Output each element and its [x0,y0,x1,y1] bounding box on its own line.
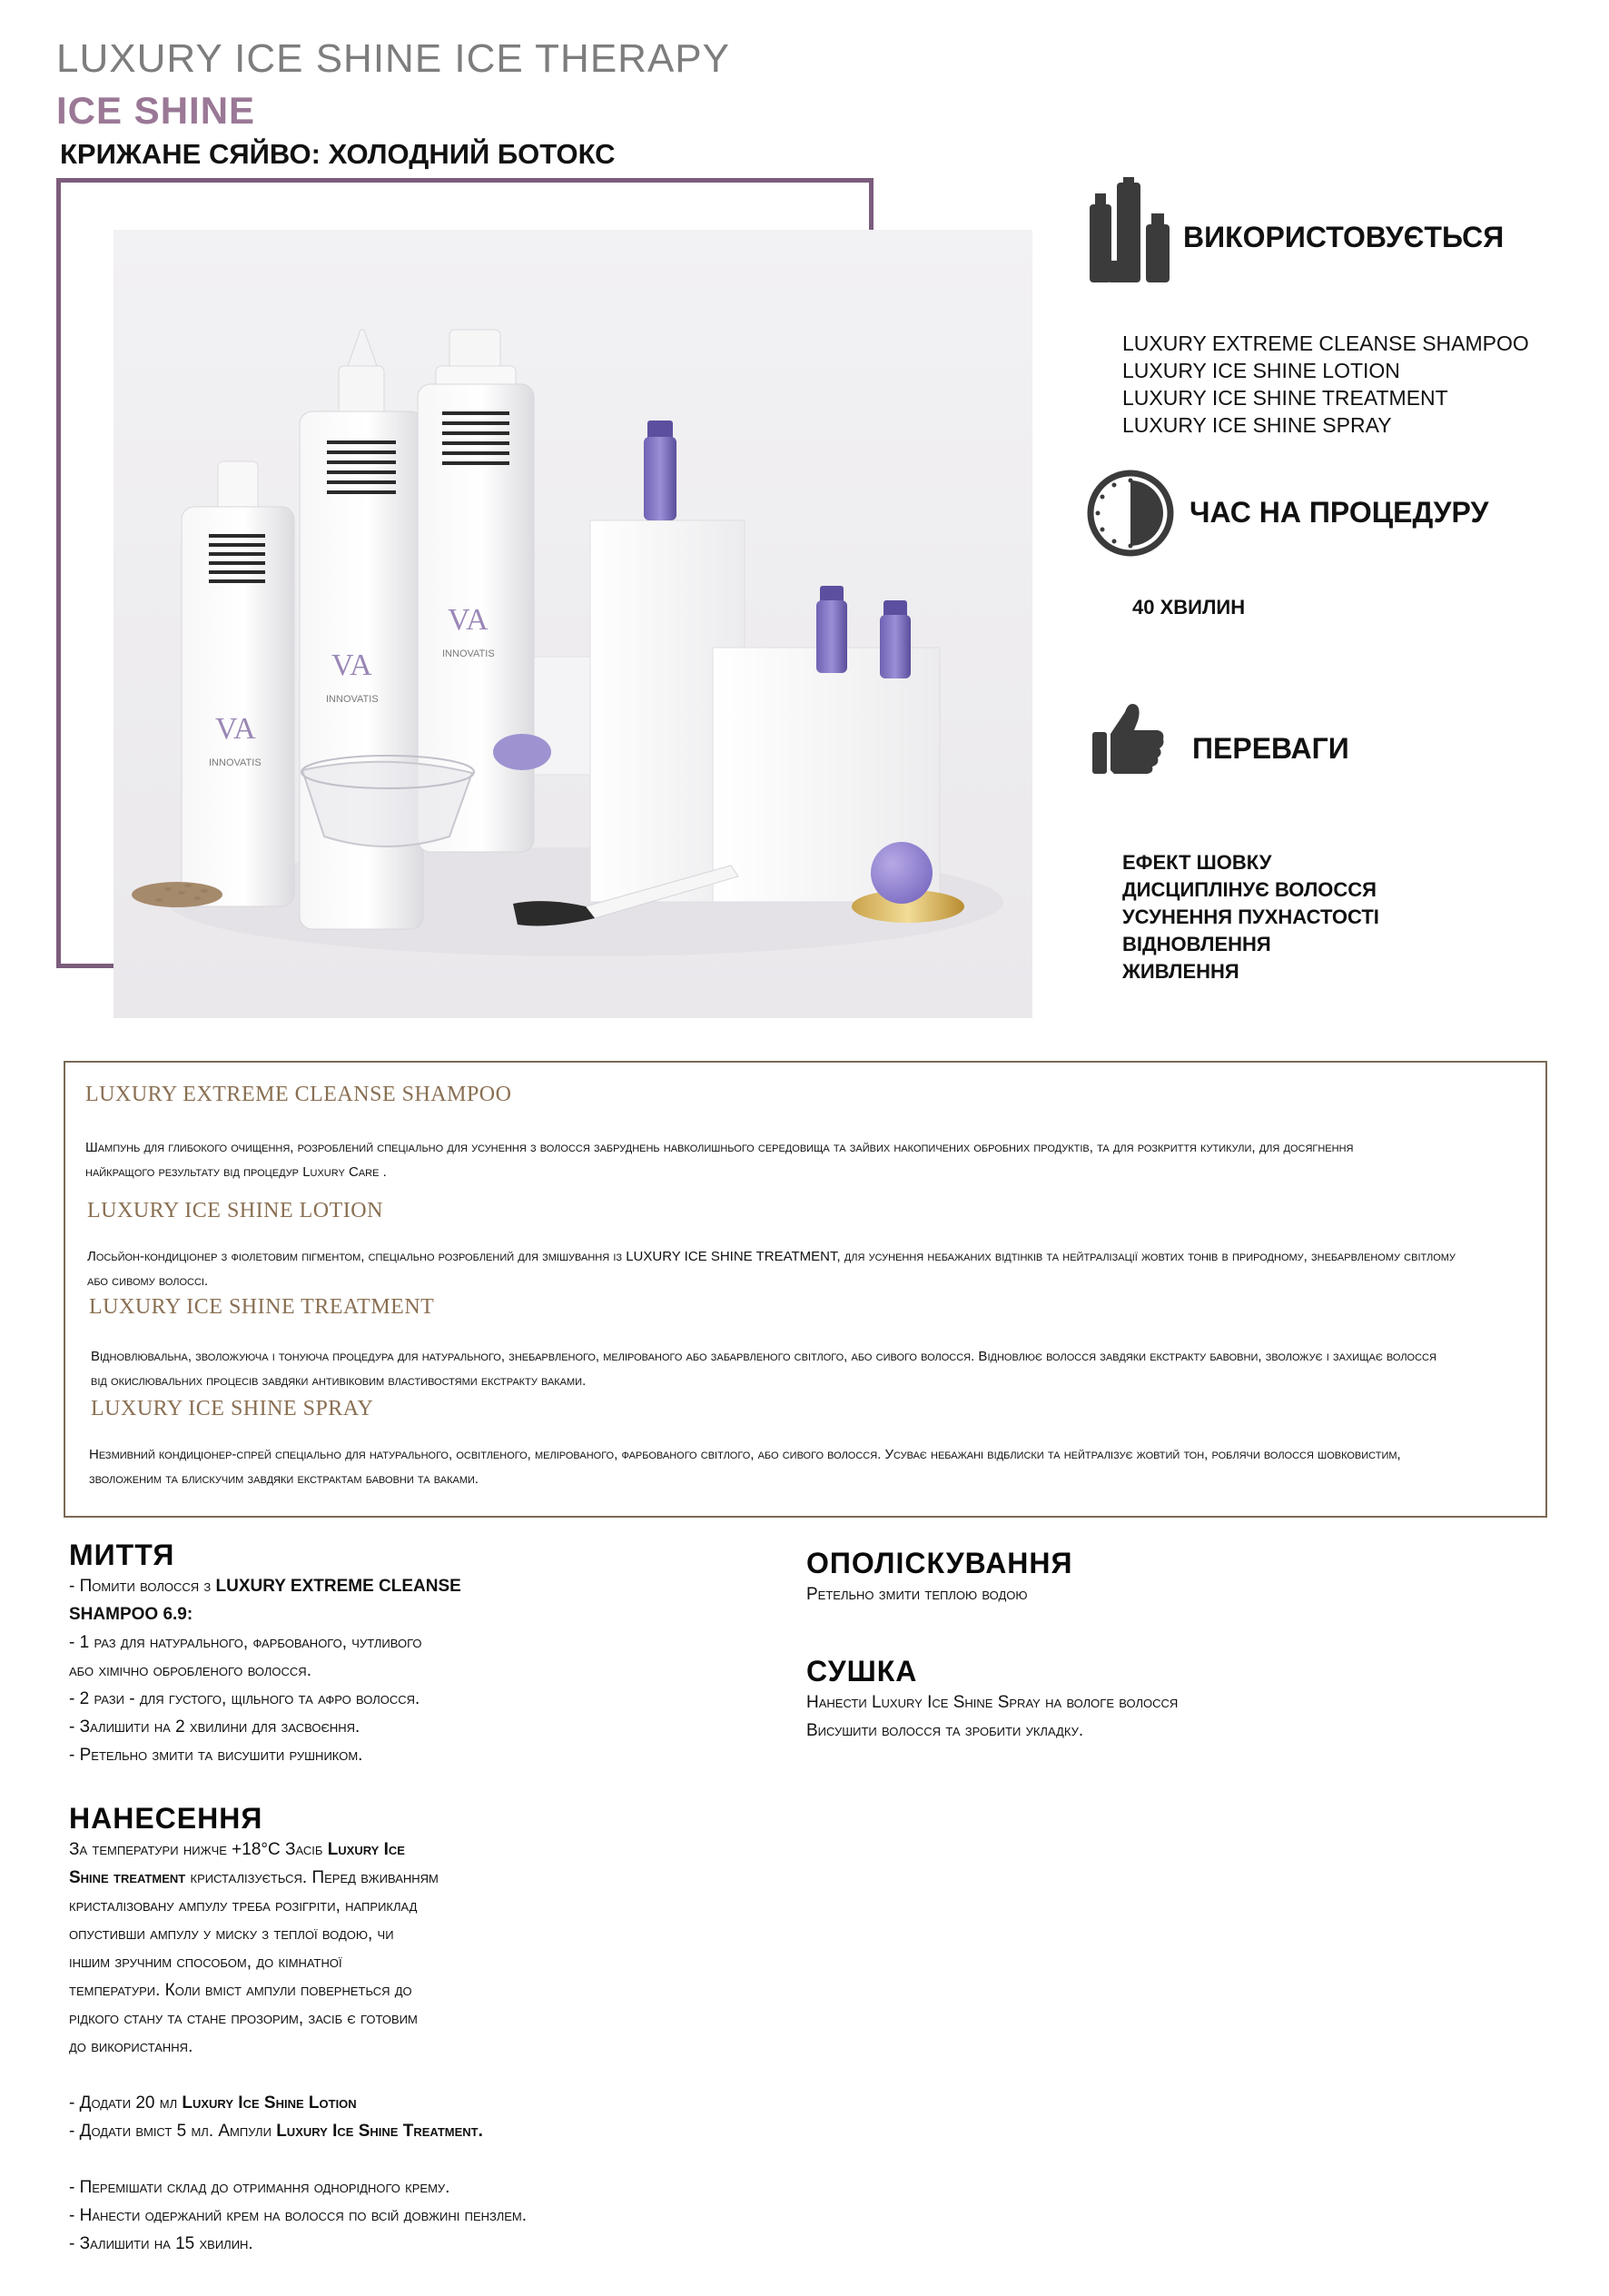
rinsing-heading: ОПОЛІСКУВАННЯ [806,1547,1073,1579]
stopwatch-icon [1085,468,1176,559]
list-item: LUXURY ICE SHINE LOTION [1122,359,1400,382]
used-products-list [1122,330,1529,439]
lotion-description-heading: LUXURY ICE SHINE LOTION [87,1199,383,1222]
page-title: LUXURY ICE SHINE ICE THERAPY [56,36,730,81]
list-item: ДИСЦИПЛІНУЄ ВОЛОССЯ [1122,878,1377,901]
svg-text:INNOVATIS: INNOVATIS [326,694,379,705]
list-item: ЕФЕКТ ШОВКУ [1122,851,1272,874]
procedure-time-heading: ЧАС НА ПРОЦЕДУРУ [1189,496,1489,529]
glass-bowl [302,762,472,846]
list-item: LUXURY ICE SHINE TREATMENT [1122,386,1448,410]
shampoo-bottle [182,507,294,906]
procedure-time-value: 40 ХВИЛИН [1132,596,1246,619]
product-photo [114,230,1032,1018]
application-instructions: За температури нижче +18°С Засіб Luxury Ice Shine treatment кристалізується. Перед вживанням кристалізовану ампулу треба розігріти, наприклад опустивши ампулу у миску з теплої водою, чи іншим зручним способом, до кімнатної температури. Коли вміст ампули повернеться до рідкого стану та стане прозорим, засіб є готовим до використання. - Додати 20 мл Luxury Ice Shine Lotion - Додати вміст 5 мл. Ампули Luxury Ice Shine Treatment. - Перемішати склад до отримання однорідного крему. - Нанести одержаний крем на волосся по всій довжині пензлем. - Залишити на 15 хвилин. [69,1840,528,2253]
product-photo-illustration [114,230,1032,1018]
brand-mark: VA [215,712,256,746]
bottles-icon [1090,177,1171,284]
product-line-title: ICE SHINE [56,89,256,132]
benefits-list [1122,849,1379,985]
washing-instructions: - Помити волосся з LUXURY EXTREME CLEANSE SHAMPOO 6.9: - 1 раз для натурального, фарбованого, чутливого або хімічно обробленого волосся. - 2 рази - для густого, щільного та афро волосся. - Залишити на 2 хвилини для засвоєння. - Ретельно змити та висушити рушником. [69,1577,461,1765]
svg-text:VA: VA [448,603,489,637]
treatment-ampoule [644,437,676,520]
lotion-description-text: Лосьйон-кондиціонер з фіолетовим пігментом, спеціально розроблений для змішування із LUXURY ICE SHINE TREATMENT, для усунення небажаних відтінків та нейтралізації жовтих тонів в природному, знебарвленому світлому або сивому волоссі. [87,1249,1456,1289]
drying-instructions: Нанести Luxury Ice Shine Spray на вологе волосся Висушити волосся та зробити укладку. [806,1693,1179,1740]
product-descriptions-box [64,1061,1547,1518]
spray-description-heading: LUXURY ICE SHINE SPRAY [91,1397,374,1420]
rinsing-instructions: Ретельно змити теплою водою [806,1585,1028,1604]
list-item: ВІДНОВЛЕННЯ [1122,933,1271,955]
list-item: LUXURY EXTREME CLEANSE SHAMPOO [1122,332,1529,355]
flax-seeds [132,882,222,907]
shampoo-description-text: Шампунь для глибокого очищення, розроблений спеціально для усунення з волосся забруднень навколишнього середовища та зайвих накопичених обробних продуктів, та для розкриття кутикули, для досягнення найкращого результату від процедур Luxury Care . [85,1140,1354,1180]
svg-text:VA: VA [331,648,372,682]
application-heading: НАНЕСЕННЯ [69,1802,263,1835]
procedure-title: КРИЖАНЕ СЯЙВО: ХОЛОДНИЙ БОТОКС [60,138,616,170]
washing-heading: МИТТЯ [69,1539,175,1571]
lavender-ball [871,842,933,904]
used-products-heading: ВИКОРИСТОВУЄТЬСЯ [1183,221,1505,253]
treatment-description-text: Відновлювальна, зволожуюча і тонуюча процедура для натурального, знебарвленого, мелірованого або забарвленого світлого, або сивого волосся. Відновлює волосся завдяки екстракту бавовни, зволожує і захищає волосся від окислювальних процесів завдяки антивіковим властивостями екстракту ваками. [91,1349,1436,1389]
treatment-description-heading: LUXURY ICE SHINE TREATMENT [89,1295,435,1319]
list-item: LUXURY ICE SHINE SPRAY [1122,413,1392,437]
spray-description-text: Незмивний кондиціонер-спрей спеціально для натурального, освітленого, мелірованого, фарбованого світлого, або сивого волосся. Усуває небажані відблиски та нейтралізує жовтий тон, роблячи волосся шовковистим, зволоженим та блискучим завдяки екстрактам бавовни та ваками. [89,1447,1401,1487]
list-item: ЖИВЛЕННЯ [1122,960,1239,983]
list-item: УСУНЕННЯ ПУХНАСТОСТІ [1122,906,1379,928]
shampoo-description-heading: LUXURY EXTREME CLEANSE SHAMPOO [85,1083,512,1106]
svg-text:INNOVATIS: INNOVATIS [209,757,262,768]
svg-text:INNOVATIS: INNOVATIS [442,648,495,659]
thumbs-up-icon [1092,699,1165,777]
drying-heading: СУШКА [806,1655,918,1687]
benefits-heading: ПЕРЕВАГИ [1192,732,1349,765]
